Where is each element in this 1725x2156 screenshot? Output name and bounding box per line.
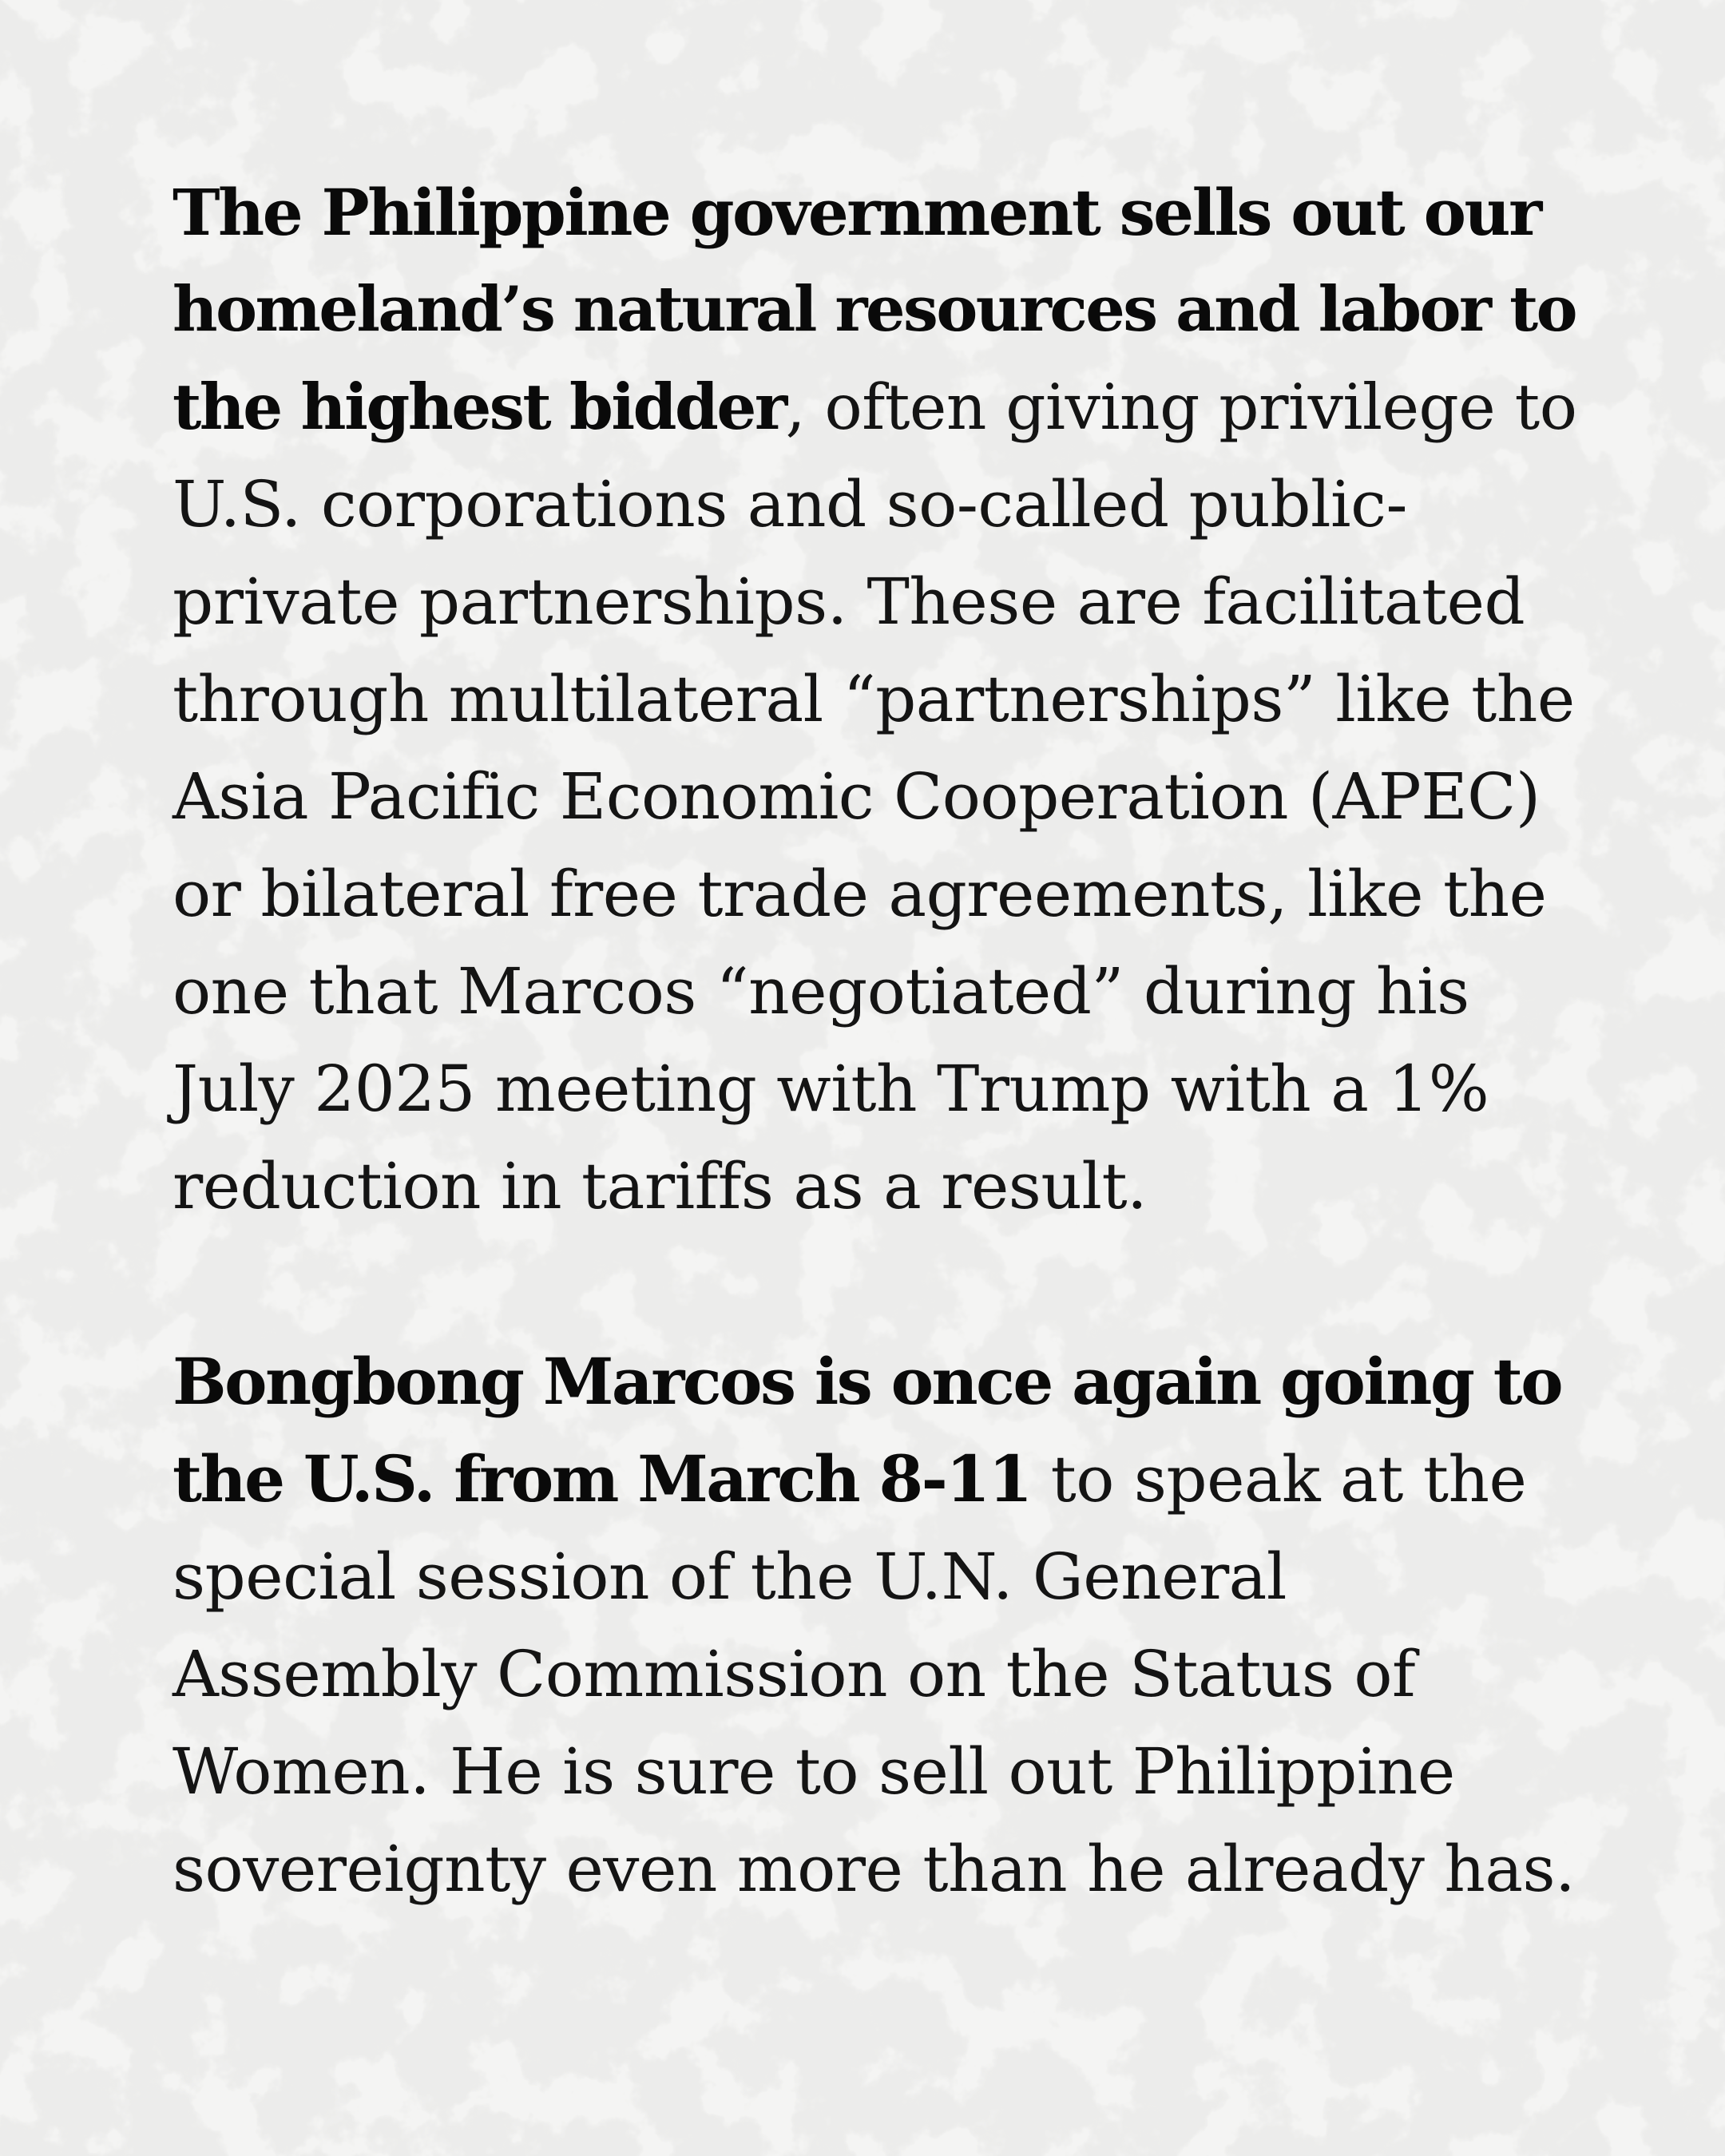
- paragraph-us-visit: [172, 1333, 1578, 1918]
- body-line: through multilateral “partnerships” like the: [172, 662, 1575, 736]
- body-line: U.S. corporations and so-called public-: [172, 467, 1407, 541]
- body-line: private partnerships. These are facilitated: [172, 565, 1525, 639]
- body-line: special session of the U.N. General: [172, 1540, 1287, 1614]
- lead-line: The Philippine government sells out our: [172, 175, 1541, 250]
- body-line: Asia Pacific Economic Cooperation (APEC): [172, 759, 1541, 834]
- lead-line: homeland’s natural resources and labor to: [172, 273, 1576, 346]
- article-body: [172, 164, 1578, 1918]
- body-line: one that Marcos “negotiated” during his: [172, 954, 1469, 1028]
- body-text: to speak at the: [1030, 1442, 1527, 1516]
- body-line: or bilateral free trade agreements, like the: [172, 857, 1547, 931]
- lead-line: Bongbong Marcos is once again going to: [172, 1344, 1562, 1419]
- body-line: Women. He is sure to sell out Philippine: [172, 1734, 1455, 1809]
- body-line: July 2025 meeting with Trump with a 1%: [172, 1052, 1489, 1126]
- lead-line: the highest bidder: [172, 370, 786, 444]
- body-line: sovereignty even more than he already has.: [172, 1832, 1576, 1906]
- body-line: Assembly Commission on the Status of: [172, 1637, 1416, 1711]
- mixed-line: [172, 1430, 1578, 1528]
- body-line: reduction in tariffs as a result.: [172, 1149, 1148, 1223]
- mixed-line: [172, 359, 1578, 456]
- body-text: , often giving privilege to: [785, 371, 1577, 444]
- lead-line: the U.S. from March 8-11: [172, 1441, 1031, 1516]
- paragraph-sellout: [172, 164, 1578, 1235]
